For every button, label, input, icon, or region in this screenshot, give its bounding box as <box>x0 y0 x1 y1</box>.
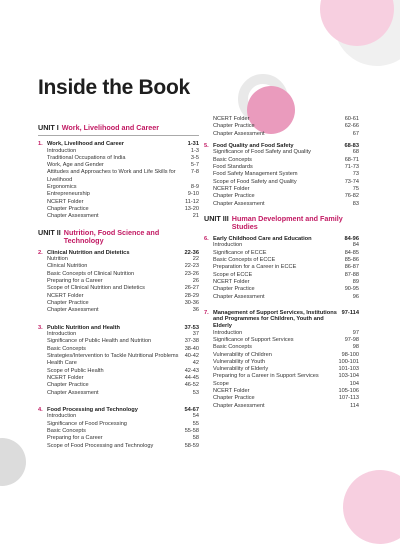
page-title: Inside the Book <box>38 76 190 99</box>
toc-entry <box>38 199 199 206</box>
toc-entry-title: Chapter Practice <box>47 299 89 306</box>
toc-entry-title: Preparing for a Career <box>47 435 103 442</box>
unit-label: UNIT III <box>204 213 229 223</box>
toc-entry-page: 42-43 <box>184 367 199 374</box>
toc-entry-title: Strategies/Intervention to Tackle Nutritional Problems <box>47 353 179 360</box>
toc-entry <box>38 300 199 307</box>
toc-entry-page: 105-106 <box>338 387 359 394</box>
toc-entry-page: 53 <box>192 389 199 396</box>
toc-entry-page: 89 <box>352 278 359 285</box>
toc-entry-page: 55 <box>192 420 199 427</box>
toc-entry <box>204 201 359 208</box>
toc-entry-title: Scope of Public Health <box>47 367 104 374</box>
chapter-pages: 22-36 <box>184 249 199 256</box>
toc-entry <box>204 193 359 200</box>
toc-entry-page: 75 <box>352 185 359 192</box>
toc-entry-page: 100-101 <box>338 358 359 365</box>
toc-entry <box>204 373 359 380</box>
toc-entry-page: 5-7 <box>190 162 199 169</box>
toc-entry-page: 46-52 <box>184 382 199 389</box>
toc-entry-title: Preparing for a Career <box>47 278 103 285</box>
unit-label: UNIT I <box>38 123 59 132</box>
toc-entry-page: 90-95 <box>344 286 359 293</box>
toc-entry-page: 60-61 <box>344 116 359 122</box>
toc-entry-title: Introduction <box>47 147 77 154</box>
toc-entry-title: Chapter Assessment <box>47 307 99 314</box>
toc-entry-page: 55-58 <box>184 427 199 434</box>
chapter-pages: 54-67 <box>184 406 199 413</box>
toc-entry-page: 22-23 <box>184 263 199 270</box>
toc-entry-title: Vulnerability of Children <box>213 351 272 358</box>
toc-entry <box>204 149 359 156</box>
chapter-heading <box>204 310 359 330</box>
chapter-number: 5. <box>204 142 209 149</box>
toc-entry-title: Significance of Food Processing <box>47 420 127 427</box>
toc-entry-page: 62-66 <box>344 123 359 130</box>
chapter-title: Food Processing and Technology <box>47 406 138 413</box>
toc-entry-title: Basic Concepts <box>213 344 252 351</box>
chapter-title: Clinical Nutrition and Dietetics <box>47 249 130 256</box>
toc-entry-title: Traditional Occupations of India <box>47 154 126 161</box>
toc-entry-page: 44-45 <box>184 374 199 381</box>
toc-entry-title: Food Standards <box>213 164 253 171</box>
toc-entry-page: 107-113 <box>338 395 359 402</box>
toc-entry <box>38 148 199 155</box>
chapter-pages: 97-114 <box>341 309 359 316</box>
toc-entry <box>204 116 359 123</box>
toc-entry-title: Work, Age and Gender <box>47 162 104 169</box>
toc-entry-title: Chapter Assessment <box>213 200 265 207</box>
chapter-number: 2. <box>38 249 43 256</box>
toc-entry-page: 9-10 <box>187 191 199 198</box>
toc-entry-title: Chapter Assessment <box>213 402 265 409</box>
toc-entry-title: Chapter Practice <box>213 286 255 293</box>
toc-entry <box>38 184 199 191</box>
toc-entry <box>38 155 199 162</box>
toc-entry <box>38 353 199 360</box>
toc-entry-title: Chapter Assessment <box>47 389 99 396</box>
toc-entry-title: Health Care <box>47 360 77 367</box>
toc-entry-page: 58 <box>192 435 199 442</box>
toc-entry-title: Preparing for a Career in Support Services <box>213 373 319 380</box>
toc-entry-title: Introduction <box>213 242 243 249</box>
toc-entry <box>204 279 359 286</box>
toc-entry <box>204 330 359 337</box>
toc-entry-page: 42 <box>192 360 199 367</box>
toc-entry-page: 11-12 <box>185 198 199 205</box>
toc-entry-title: Scope of Food Processing and Technology <box>47 442 154 449</box>
toc-entry <box>38 346 199 353</box>
toc-entry-page: 37 <box>192 331 199 338</box>
toc-entry-page: 58-59 <box>184 442 199 449</box>
toc-entry-page: 68 <box>352 149 359 156</box>
toc-entry-page: 8-9 <box>190 184 199 191</box>
chapter-heading <box>38 407 199 414</box>
toc-entry-page: 104 <box>349 380 359 387</box>
toc-entry-page: 73-74 <box>344 178 359 185</box>
toc-entry-page: 67 <box>352 130 359 137</box>
toc-entry <box>38 256 199 263</box>
toc-entry-title: Attitudes and Approaches to Work and Life Skills for Livelihood <box>47 169 176 183</box>
toc-entry <box>204 359 359 366</box>
toc-entry <box>38 162 199 169</box>
toc-entry-page: 37-38 <box>184 338 199 345</box>
toc-entry-title: Vulnerability of Youth <box>213 358 266 365</box>
toc-entry-page: 85-86 <box>344 257 359 264</box>
toc-entry-title: Basic Concepts <box>47 427 86 434</box>
unit-heading <box>204 215 359 231</box>
toc-entry-page: 97-98 <box>344 336 359 343</box>
toc-right-column <box>204 116 359 410</box>
toc-entry-title: Chapter Assessment <box>47 213 99 220</box>
unit-heading <box>38 124 199 136</box>
toc-entry-title: Scope of ECCE <box>213 271 253 278</box>
decorative-grey-half-circle-left <box>0 438 26 486</box>
chapter-number: 6. <box>204 235 209 242</box>
toc-entry <box>38 421 199 428</box>
toc-entry-title: Basic Concepts <box>47 345 86 352</box>
toc-entry <box>38 360 199 367</box>
chapter-pages: 84-96 <box>344 235 359 242</box>
toc-entry-page: 83 <box>352 200 359 207</box>
toc-entry-page: 68-71 <box>344 156 359 163</box>
toc-entry-page: 86-87 <box>344 264 359 271</box>
toc-entry-page: 97 <box>352 329 359 336</box>
toc-entry-title: Chapter Practice <box>213 193 255 200</box>
toc-entry <box>204 123 359 130</box>
toc-entry-page: 84 <box>352 242 359 249</box>
toc-entry-title: Introduction <box>47 413 77 420</box>
toc-entry <box>204 395 359 402</box>
toc-entry-title: NCERT Folder <box>47 198 84 205</box>
toc-entry-page: 98-100 <box>341 351 359 358</box>
toc-entry-title: NCERT Folder <box>213 185 250 192</box>
toc-entry-title: NCERT Folder <box>213 116 250 122</box>
toc-entry <box>38 375 199 382</box>
toc-entry <box>38 331 199 338</box>
toc-entry <box>38 213 199 220</box>
toc-entry <box>204 186 359 193</box>
toc-entry-title: Entrepreneurship <box>47 191 90 198</box>
toc-entry-title: Chapter Practice <box>213 395 255 402</box>
chapter-number: 3. <box>38 324 43 331</box>
toc-entry-title: Food Safety Management System <box>213 171 298 178</box>
toc-entry <box>204 286 359 293</box>
toc-entry-title: Chapter Practice <box>47 382 89 389</box>
toc-entry <box>204 131 359 138</box>
toc-entry-page: 84-85 <box>344 249 359 256</box>
toc-left-column <box>38 120 199 450</box>
toc-entry-page: 101-103 <box>338 366 359 373</box>
toc-entry <box>204 388 359 395</box>
toc-entry-title: NCERT Folder <box>47 374 84 381</box>
toc-entry <box>38 278 199 285</box>
toc-entry-page: 98 <box>352 344 359 351</box>
toc-entry-title: NCERT Folder <box>213 387 250 394</box>
toc-entry-title: Basic Concepts <box>213 156 252 163</box>
toc-entry-title: Chapter Assessment <box>213 293 265 300</box>
toc-entry <box>204 242 359 249</box>
toc-entry-page: 103-104 <box>338 373 359 380</box>
toc-entry-page: 73 <box>352 171 359 178</box>
toc-entry <box>38 428 199 435</box>
toc-entry <box>204 403 359 410</box>
toc-entry-title: Scope <box>213 380 229 387</box>
toc-entry <box>38 413 199 420</box>
toc-entry-title: Vulnerability of Elderly <box>213 366 269 373</box>
toc-entry-page: 36 <box>192 307 199 314</box>
toc-entry-page: 23-26 <box>184 270 199 277</box>
toc-entry-title: Preparation for a Career in ECCE <box>213 264 297 271</box>
unit-heading <box>38 229 199 245</box>
toc-entry <box>204 264 359 271</box>
chapter-pages: 1-31 <box>187 141 199 147</box>
toc-entry-title: Clinical Nutrition <box>47 263 88 270</box>
toc-entry-title: Introduction <box>213 329 243 336</box>
toc-entry <box>204 164 359 171</box>
toc-entry-title: NCERT Folder <box>47 292 84 299</box>
toc-entry <box>204 157 359 164</box>
toc-entry-page: 26 <box>192 278 199 285</box>
toc-entry-title: Chapter Practice <box>47 205 89 212</box>
toc-entry <box>204 294 359 301</box>
chapter-number: 1. <box>38 141 43 147</box>
toc-entry <box>204 352 359 359</box>
toc-entry-title: Scope of Food Safety and Quality <box>213 178 297 185</box>
toc-entry <box>204 366 359 373</box>
toc-entry <box>204 337 359 344</box>
chapter-title: Early Childhood Care and Education <box>213 235 312 242</box>
toc-entry <box>38 390 199 397</box>
toc-entry <box>38 271 199 278</box>
decorative-pink-circle-bottom <box>343 470 400 544</box>
toc-entry <box>204 272 359 279</box>
toc-entry <box>38 338 199 345</box>
toc-entry <box>38 382 199 389</box>
toc-entry-title: Basic Concepts of Clinical Nutrition <box>47 270 135 277</box>
chapter-title: Management of Support Services, Institutions and Programmes for Children, Youth and Elderly <box>213 309 337 330</box>
toc-entry <box>204 250 359 257</box>
toc-entry-title: Chapter Assessment <box>213 130 265 137</box>
toc-entry-page: 38-40 <box>184 345 199 352</box>
toc-entry <box>204 171 359 178</box>
toc-entry-page: 1-3 <box>190 147 199 154</box>
toc-entry-title: Significance of ECCE <box>213 249 267 256</box>
toc-entry <box>38 263 199 270</box>
toc-entry-page: 76-82 <box>344 193 359 200</box>
chapter-heading <box>204 143 359 150</box>
unit-title: Work, Livelihood and Career <box>61 123 160 132</box>
unit-label: UNIT II <box>38 227 61 237</box>
toc-entry-title: Significance of Food Safety and Quality <box>213 149 311 156</box>
toc-entry-title: Nutrition <box>47 256 68 263</box>
toc-entry <box>204 179 359 186</box>
toc-entry-page: 54 <box>192 413 199 420</box>
toc-entry <box>204 381 359 388</box>
toc-entry <box>38 307 199 314</box>
toc-entry <box>38 285 199 292</box>
chapter-heading <box>38 325 199 332</box>
toc-entry-page: 71-73 <box>344 164 359 171</box>
toc-entry-title: Ergonomics <box>47 184 77 191</box>
toc-entry-page: 87-88 <box>344 271 359 278</box>
toc-entry <box>38 293 199 300</box>
toc-entry-page: 7-8 <box>190 169 199 176</box>
toc-entry-page: 28-29 <box>184 292 199 299</box>
toc-entry <box>38 169 199 184</box>
chapter-number: 4. <box>38 406 43 413</box>
chapter-number: 7. <box>204 309 209 316</box>
toc-entry-title: Significance of Support Services <box>213 336 294 343</box>
unit-title: Nutrition, Food Science and Technology <box>63 227 160 245</box>
toc-entry <box>204 344 359 351</box>
toc-entry-page: 40-42 <box>184 353 199 360</box>
toc-entry <box>38 206 199 213</box>
toc-entry-page: 3-5 <box>190 154 199 161</box>
toc-entry-title: Chapter Practice <box>213 123 255 130</box>
toc-entry <box>38 443 199 450</box>
chapter-heading <box>38 141 199 148</box>
toc-entry-title: Scope of Clinical Nutrition and Dietetics <box>47 285 145 292</box>
toc-entry-title: Basic Concepts of ECCE <box>213 257 276 264</box>
toc-entry <box>38 191 199 198</box>
toc-entry-title: Introduction <box>47 331 77 338</box>
toc-entry-page: 30-36 <box>184 299 199 306</box>
toc-entry <box>38 435 199 442</box>
toc-entry-title: Significance of Public Health and Nutrition <box>47 338 152 345</box>
toc-entry <box>38 368 199 375</box>
chapter-title: Work, Livelihood and Career <box>47 141 125 147</box>
toc-entry-page: 96 <box>352 293 359 300</box>
toc-entry-title: NCERT Folder <box>213 278 250 285</box>
chapter-heading <box>204 236 359 243</box>
chapter-pages: 37-53 <box>184 324 199 331</box>
toc-entry-page: 26-27 <box>184 285 199 292</box>
chapter-title: Public Nutrition and Health <box>47 324 120 331</box>
toc-entry-page: 114 <box>350 402 359 409</box>
chapter-title: Food Quality and Food Safety <box>213 142 294 149</box>
toc-entry-page: 13-20 <box>184 205 199 212</box>
chapter-heading <box>38 250 199 257</box>
toc-entry-page: 21 <box>192 213 199 220</box>
toc-entry <box>204 257 359 264</box>
toc-entry-page: 22 <box>192 256 199 263</box>
chapter-pages: 68-83 <box>344 142 359 149</box>
unit-title: Human Development and Family Studies <box>231 213 343 231</box>
